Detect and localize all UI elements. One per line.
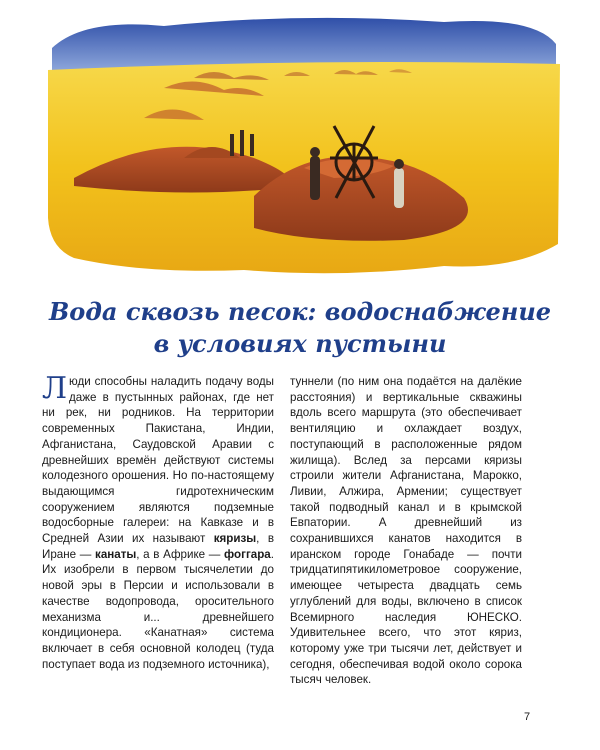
article-column-left [42,371,274,672]
article-text: , в Иране — [42,532,274,561]
drop-cap: Л [42,371,68,406]
article-title-line-1: Вода сквозь песок: водоснабжение [48,297,552,326]
article-paragraph-right: туннели (по ним она подаётся на далёкие расстояния) и вертикальные скважины вдоль всего маршрута (это обеспечивает вентиляцию и охлаждает воздух, поступающий в расположенные рядом жилища). Вслед за персами кяризы строили жители Афганистана, Марокко, Ливии, Алжира, Армении; существует такой подводный канал и в крымской Евпатории. А древнейший из сохранившихся канатов находится в иранском городе Гонабаде — почти тридцатипятикилометровое сооружение, имеющее четыреста двадцать семь углублений для воды, включено в список Всемирного наследия ЮНЕСКО. Удивительнее всего, что этот кяриз, которому уже три тысячи лет, действует и сегодня, обеспечивая водой около сорока тысяч человек. [290,375,522,687]
article-title-line-2: в условиях пустыни [153,329,447,358]
article-text: , а в Африке — [136,547,225,561]
term-foggara: фоггара [224,547,271,561]
article-paragraph-left [42,371,274,672]
article-text: юди способны наладить подачу воды даже в пустынных районах, где нет ни рек, ни родников. На территории современных Пакистана, Индии, Афганистана, Саудовской Аравии с древнейших времён действуют системы колодезного орошения. Но по-настоящему выдающимся гидротехническим сооружением являются подземные водосборные галереи: на Кавказе и в Средней Азии их называют [42,375,274,546]
article-text: . Их изобрели в первом тысячелетии до новой эры в Персии и использовали в качестве водопровода, оросительного механизма и... древнейшего кондиционера. «Канатная» система включает в себя основной колодец (туда поступает вода из подземного источника), [42,547,274,671]
article-column-right [290,374,522,688]
term-kyariz: кяризы [213,532,257,546]
page-number: 7 [524,711,531,723]
term-kanat: канаты [95,547,137,561]
desert-qanat-illustration [44,8,564,278]
